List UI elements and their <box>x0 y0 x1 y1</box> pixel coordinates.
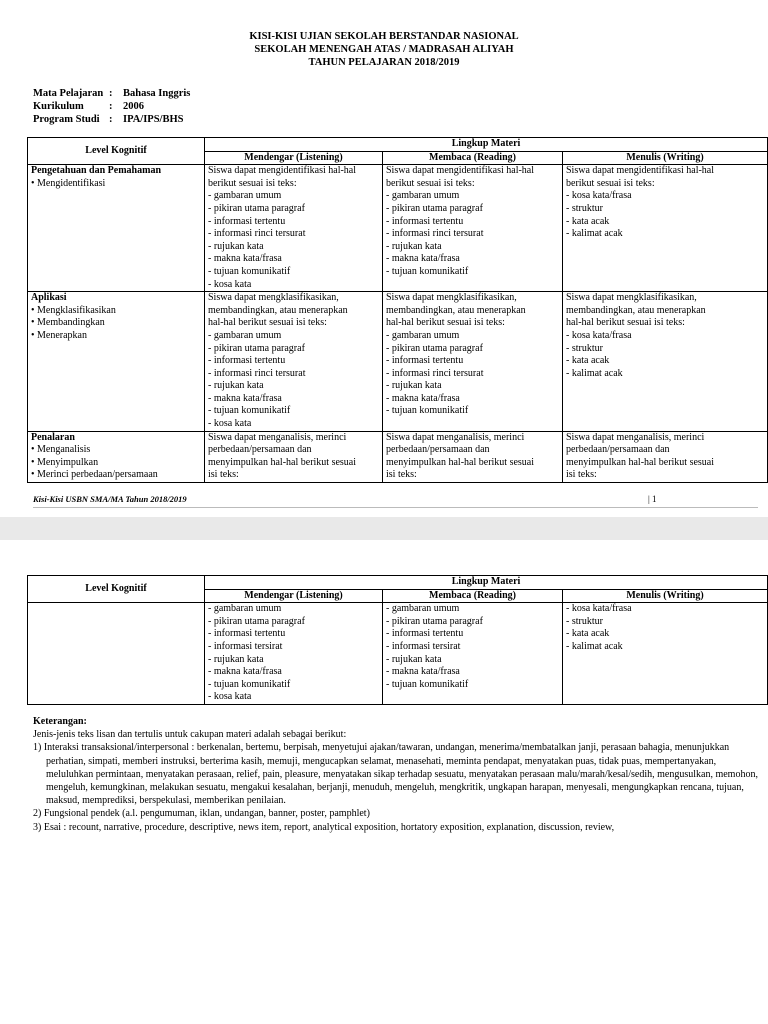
cell-line: - gambaran umum <box>208 190 282 202</box>
cell-line: - pikiran utama paragraf <box>208 202 305 214</box>
reading-cell <box>383 165 563 292</box>
writing-cell <box>563 603 768 705</box>
level-cell <box>28 165 205 292</box>
cell-line: - rujukan kata <box>208 653 264 665</box>
cell-line: - gambaran umum <box>386 603 460 615</box>
cell-line: Siswa dapat menganalisis, merinci <box>208 431 347 443</box>
document-meta <box>33 87 190 126</box>
cell-line: • Mengklasifikasikan <box>31 304 116 316</box>
cell-line: - rujukan kata <box>386 653 442 665</box>
cell-line: - gambaran umum <box>208 603 282 615</box>
cell-line: Siswa dapat mengklasifikasikan, <box>208 292 339 304</box>
header-writing: Menulis (Writing) <box>563 151 768 165</box>
writing-cell <box>563 165 768 292</box>
cell-line: - informasi tertentu <box>208 355 286 367</box>
listening-cell <box>205 165 383 292</box>
cell-line: - pikiran utama paragraf <box>386 342 483 354</box>
cell-line: perbedaan/persamaan dan <box>208 444 312 456</box>
cell-line: Siswa dapat mengklasifikasikan, <box>386 292 517 304</box>
cell-line: menyimpulkan hal-hal berikut sesuai <box>566 456 715 468</box>
cell-line: Siswa dapat mengidentifikasi hal-hal <box>386 165 535 177</box>
reading-cell <box>383 603 563 705</box>
cell-line: - gambaran umum <box>386 190 460 202</box>
level-cell <box>28 431 205 482</box>
listening-cell <box>205 292 383 432</box>
cell-line: hal-hal berikut sesuai isi teks: <box>386 317 505 329</box>
cell-line: - informasi rinci tersurat <box>386 228 484 240</box>
footer-divider <box>33 507 758 508</box>
cell-line: berikut sesuai isi teks: <box>566 177 655 189</box>
table-row <box>28 165 768 292</box>
cell-line: hal-hal berikut sesuai isi teks: <box>566 317 685 329</box>
cell-line: - struktur <box>566 615 603 627</box>
cell-line: - makna kata/frasa <box>386 253 460 265</box>
cell-line: - kosa kata <box>208 278 252 290</box>
footer-title: Kisi-Kisi USBN SMA/MA Tahun 2018/2019 <box>33 494 187 504</box>
cell-line: - tujuan komunikatif <box>386 678 469 690</box>
reading-cell <box>383 431 563 482</box>
cell-line: perbedaan/persamaan dan <box>566 444 670 456</box>
cell-line: - kosa kata/frasa <box>566 329 632 341</box>
cell-line: Siswa dapat mengidentifikasi hal-hal <box>208 165 357 177</box>
header-reading: Membaca (Reading) <box>383 589 563 603</box>
cell-line: - informasi rinci tersurat <box>208 367 306 379</box>
table-row <box>28 603 768 705</box>
cell-line: - kalimat acak <box>566 367 623 379</box>
cell-line: isi teks: <box>208 469 239 481</box>
level-heading: Aplikasi <box>31 292 67 304</box>
cell-line: • Menyimpulkan <box>31 456 99 468</box>
cell-line: - kosa kata/frasa <box>566 603 632 615</box>
meta-row-subject: Mata Pelajaran : Bahasa Inggris <box>33 88 191 99</box>
cell-line: - makna kata/frasa <box>208 666 282 678</box>
reading-cell <box>383 292 563 432</box>
level-cell <box>28 292 205 432</box>
cell-line: - makna kata/frasa <box>208 253 282 265</box>
cell-line: - informasi tersirat <box>208 640 283 652</box>
cell-line: • Membandingkan <box>31 317 105 329</box>
cell-line: - kosa kata/frasa <box>566 190 632 202</box>
cell-line: - kata acak <box>566 628 610 640</box>
cell-line: Siswa dapat mengklasifikasikan, <box>566 292 697 304</box>
document-title-line-3: TAHUN PELAJARAN 2018/2019 <box>308 57 460 68</box>
listening-cell <box>205 431 383 482</box>
cell-line: - tujuan komunikatif <box>386 405 469 417</box>
level-heading: Penalaran <box>31 431 75 443</box>
cell-line: berikut sesuai isi teks: <box>208 177 297 189</box>
cell-line: - rujukan kata <box>386 240 442 252</box>
header-writing: Menulis (Writing) <box>563 589 768 603</box>
notes-item: 3) Esai : recount, narrative, procedure, descriptive, news item, report, analytical exposition, hortatory exposition, explanation, discussion, review, <box>33 821 615 833</box>
listening-cell <box>205 603 383 705</box>
cell-line: - informasi tertentu <box>208 215 286 227</box>
cell-line: Siswa dapat mengidentifikasi hal-hal <box>566 165 715 177</box>
cell-line: - struktur <box>566 202 603 214</box>
cell-line: menyimpulkan hal-hal berikut sesuai <box>208 456 357 468</box>
writing-cell <box>563 431 768 482</box>
cell-line: - tujuan komunikatif <box>208 405 291 417</box>
cell-line: - kosa kata <box>208 418 252 430</box>
cell-line: perbedaan/persamaan dan <box>386 444 490 456</box>
cell-line: - tujuan komunikatif <box>208 678 291 690</box>
cell-line: - informasi tertentu <box>386 355 464 367</box>
cell-line: - informasi rinci tersurat <box>208 228 306 240</box>
cell-line: - rujukan kata <box>208 240 264 252</box>
cell-line: isi teks: <box>566 469 597 481</box>
page-number: | 1 <box>648 494 657 504</box>
table-row <box>28 292 768 432</box>
header-level-kognitif: Level Kognitif <box>28 576 205 603</box>
writing-cell <box>563 292 768 432</box>
meta-row-curriculum: Kurikulum : 2006 <box>33 101 144 112</box>
cell-line: - kosa kata <box>208 691 252 703</box>
cell-line: - kalimat acak <box>566 228 623 240</box>
header-reading: Membaca (Reading) <box>383 151 563 165</box>
cell-line: - informasi tertentu <box>386 628 464 640</box>
kisi-kisi-table-page-2 <box>27 575 768 705</box>
notes-heading: Keterangan: <box>33 716 87 727</box>
document-title-line-2: SEKOLAH MENENGAH ATAS / MADRASAH ALIYAH <box>254 44 514 55</box>
cell-line: Siswa dapat menganalisis, merinci <box>386 431 525 443</box>
cell-line: hal-hal berikut sesuai isi teks: <box>208 317 327 329</box>
cell-line: membandingkan, atau menerapkan <box>208 304 348 316</box>
cell-line: - rujukan kata <box>386 380 442 392</box>
document-title-line-1: KISI-KISI UJIAN SEKOLAH BERSTANDAR NASIONAL <box>249 31 519 42</box>
cell-line: - informasi tertentu <box>208 628 286 640</box>
cell-line: • Merinci perbedaan/persamaan <box>31 469 158 481</box>
cell-line: • Mengidentifikasi <box>31 177 106 189</box>
cell-line: - kata acak <box>566 355 610 367</box>
cell-line: - pikiran utama paragraf <box>386 202 483 214</box>
cell-line: - makna kata/frasa <box>386 392 460 404</box>
table-row <box>28 431 768 482</box>
cell-line: - gambaran umum <box>208 329 282 341</box>
cell-line: - informasi tersirat <box>386 640 461 652</box>
document-page-2 <box>0 540 768 1024</box>
level-cell <box>28 603 205 705</box>
cell-line: - pikiran utama paragraf <box>386 615 483 627</box>
cell-line: • Menganalisis <box>31 444 91 456</box>
cell-line: - makna kata/frasa <box>208 392 282 404</box>
cell-line: • Menerapkan <box>31 329 87 341</box>
cell-line: - struktur <box>566 342 603 354</box>
cell-line: - pikiran utama paragraf <box>208 342 305 354</box>
header-lingkup-materi: Lingkup Materi <box>205 138 768 152</box>
cell-line: membandingkan, atau menerapkan <box>566 304 706 316</box>
kisi-kisi-table-page-1 <box>27 137 768 483</box>
cell-line: - kalimat acak <box>566 640 623 652</box>
cell-line: - makna kata/frasa <box>386 666 460 678</box>
header-level-kognitif: Level Kognitif <box>28 138 205 165</box>
cell-line: - kata acak <box>566 215 610 227</box>
cell-line: - tujuan komunikatif <box>386 265 469 277</box>
level-heading: Pengetahuan dan Pemahaman <box>31 165 162 177</box>
cell-line: membandingkan, atau menerapkan <box>386 304 526 316</box>
cell-line: - rujukan kata <box>208 380 264 392</box>
cell-line: - gambaran umum <box>386 329 460 341</box>
cell-line: - tujuan komunikatif <box>208 265 291 277</box>
cell-line: menyimpulkan hal-hal berikut sesuai <box>386 456 535 468</box>
notes-item: 1) Interaksi transaksional/interpersonal : berkenalan, bertemu, berpisah, menyetujui ajakan/tawaran, undangan, menerima/membatalkan janji, perasaan bahagia, menunjukkan perhatian, simpati, memberi instruksi, berterima kasih, memuji, mengucapkan selamat, menasehati, meminta pendapat, menyatakan puas, tidak puas, mempertanyakan, meluluhkan permintaan, menyatakan perasaan, relief, pain, pleasure, menyatakan sikap terhadap sesuatu, menyatakan perasaan malu/marah/kesal/sedih, mengusulkan, memohon, mengeluh, kemungkinan, melakukan sesuatu, mengakui kesalahan, berjanji, menuduh, mengeluh, mengkritik, ungkapan harapan, menyesali, mengungkapkan rencana, tujuan, maksud, memprediksi, berspekulasi, memberikan penilaian. <box>33 742 758 807</box>
cell-line: - pikiran utama paragraf <box>208 615 305 627</box>
cell-line: - informasi rinci tersurat <box>386 367 484 379</box>
cell-line: berikut sesuai isi teks: <box>386 177 475 189</box>
header-lingkup-materi: Lingkup Materi <box>205 576 768 590</box>
notes-intro: Jenis-jenis teks lisan dan tertulis untuk cakupan materi adalah sebagai berikut: <box>33 729 347 741</box>
notes-section <box>33 715 763 834</box>
cell-line: Siswa dapat menganalisis, merinci <box>566 431 705 443</box>
header-listening: Mendengar (Listening) <box>205 151 383 165</box>
header-listening: Mendengar (Listening) <box>205 589 383 603</box>
meta-row-program: Program Studi : IPA/IPS/BHS <box>33 114 184 125</box>
notes-item: 2) Fungsional pendek (a.l. pengumuman, iklan, undangan, banner, poster, pamphlet) <box>33 808 370 820</box>
cell-line: - informasi tertentu <box>386 215 464 227</box>
cell-line: isi teks: <box>386 469 417 481</box>
